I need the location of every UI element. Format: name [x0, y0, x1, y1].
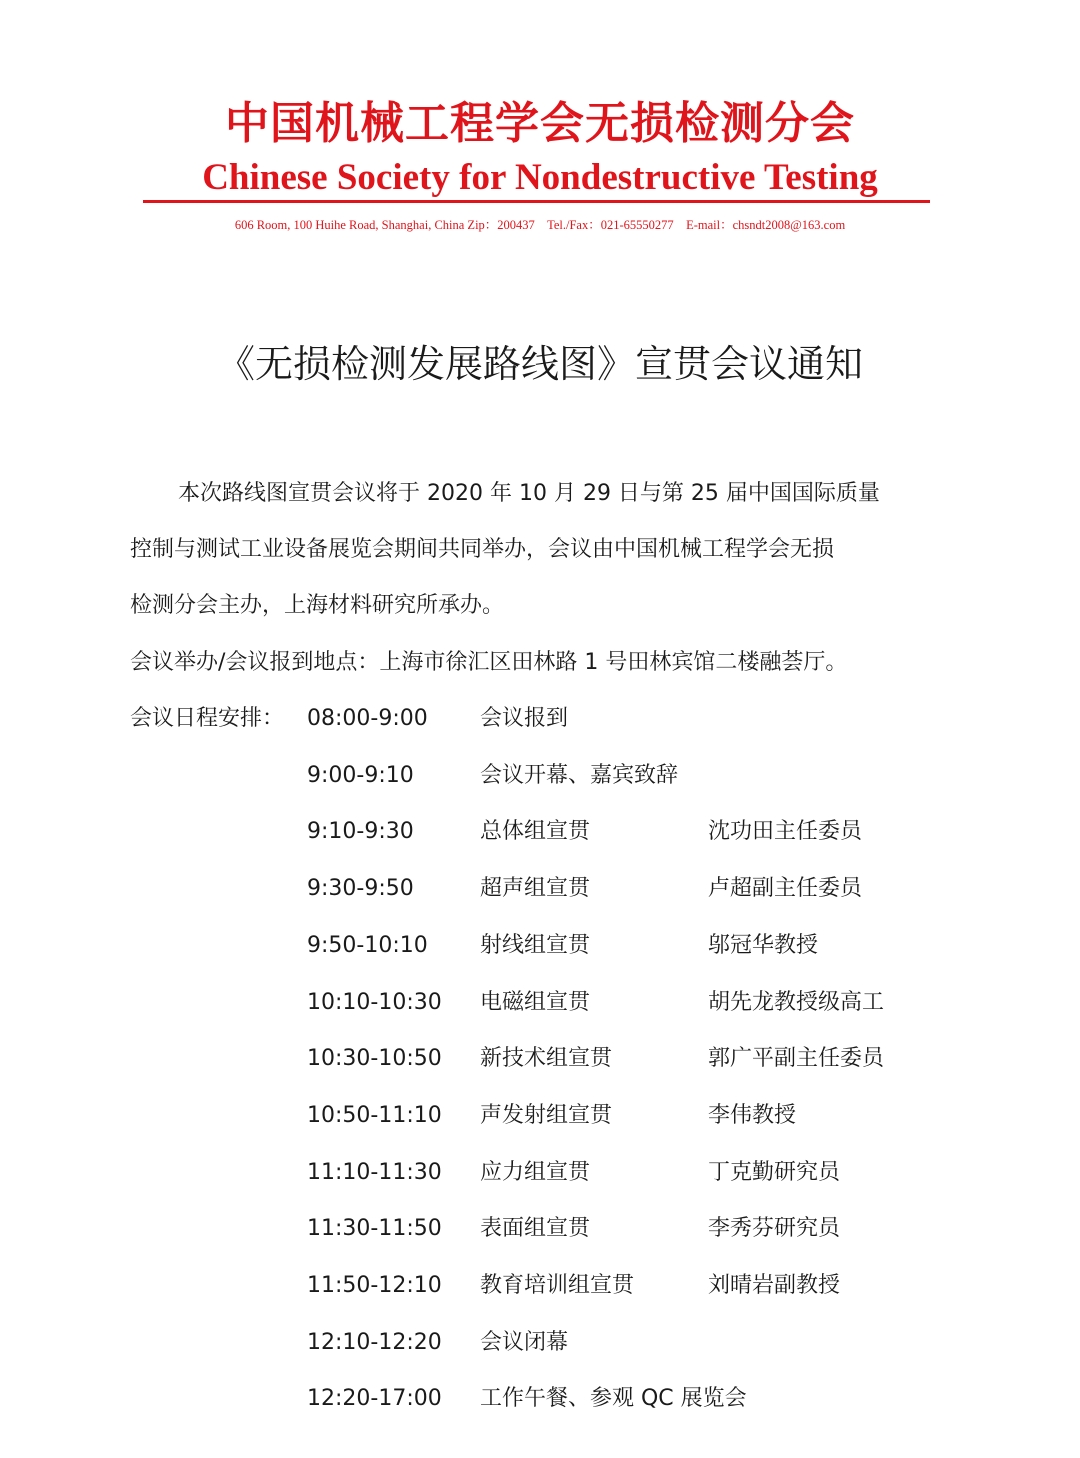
schedule-item: 表面组宣贯	[480, 1216, 591, 1241]
schedule-item: 会议开幕、嘉宾致辞	[480, 763, 679, 788]
schedule-speaker: 胡先龙教授级高工	[708, 990, 885, 1015]
schedule-row	[0, 1158, 1080, 1188]
schedule-item: 声发射组宣贯	[480, 1103, 613, 1128]
schedule-speaker: 沈功田主任委员	[708, 819, 863, 844]
schedule-time: 11:30-11:50	[307, 1216, 442, 1241]
schedule-item: 工作午餐、参观 QC 展览会	[480, 1386, 747, 1411]
schedule-item: 总体组宣贯	[480, 819, 591, 844]
schedule-time: 10:50-11:10	[307, 1103, 442, 1128]
schedule-time: 10:30-10:50	[307, 1046, 442, 1071]
schedule-item: 新技术组宣贯	[480, 1046, 613, 1071]
schedule-speaker: 卢超副主任委员	[708, 876, 863, 901]
schedule-speaker: 李秀芬研究员	[708, 1216, 841, 1241]
schedule-item: 超声组宣贯	[480, 876, 591, 901]
schedule-speaker: 丁克勤研究员	[708, 1160, 841, 1185]
schedule-item: 射线组宣贯	[480, 933, 591, 958]
schedule-time: 12:10-12:20	[307, 1330, 442, 1355]
schedule-speaker: 李伟教授	[708, 1103, 797, 1128]
schedule-label: 会议日程安排：	[130, 706, 285, 731]
schedule-row	[0, 931, 1080, 961]
org-name-chinese: 中国机械工程学会无损检测分会	[225, 98, 855, 149]
schedule-time: 08:00-9:00	[307, 706, 428, 731]
schedule-speaker: 刘晴岩副教授	[708, 1273, 841, 1298]
schedule-row	[0, 1271, 1080, 1301]
schedule-item: 会议报到	[480, 706, 569, 731]
schedule-item: 应力组宣贯	[480, 1160, 591, 1185]
intro-line-2: 控制与测试工业设备展览会期间共同举办，会议由中国机械工程学会无损	[130, 537, 835, 562]
schedule-row	[0, 761, 1080, 791]
schedule-time: 10:10-10:30	[307, 990, 442, 1015]
schedule-row	[0, 704, 1080, 734]
schedule-item: 电磁组宣贯	[480, 990, 591, 1015]
schedule-item: 教育培训组宣贯	[480, 1273, 635, 1298]
schedule-time: 9:00-9:10	[307, 763, 414, 788]
schedule-time: 11:50-12:10	[307, 1273, 442, 1298]
schedule-item: 会议闭幕	[480, 1330, 569, 1355]
schedule-time: 12:20-17:00	[307, 1386, 442, 1411]
contact-address-line: 606 Room, 100 Huihe Road, Shanghai, China Zip：200437 Tel./Fax：021-65550277 E-mail：chsndt2008@163.com	[234, 218, 846, 232]
schedule-time: 9:10-9:30	[307, 819, 414, 844]
schedule-row	[0, 988, 1080, 1018]
intro-line-3: 检测分会主办，上海材料研究所承办。	[130, 593, 505, 618]
org-name-english: Chinese Society for Nondestructive Testing	[202, 157, 878, 198]
schedule-row	[0, 1101, 1080, 1131]
intro-line-1: 本次路线图宣贯会议将于 2020 年 10 月 29 日与第 25 届中国国际质量	[178, 481, 880, 506]
schedule-time: 11:10-11:30	[307, 1160, 442, 1185]
schedule-speaker: 邬冠华教授	[708, 933, 819, 958]
letterhead-divider	[143, 200, 930, 203]
schedule-row	[0, 817, 1080, 847]
schedule-row	[0, 874, 1080, 904]
schedule-time: 9:50-10:10	[307, 933, 428, 958]
schedule-row	[0, 1214, 1080, 1244]
venue-line: 会议举办/会议报到地点：上海市徐汇区田林路 1 号田林宾馆二楼融荟厅。	[130, 650, 848, 675]
schedule-row	[0, 1384, 1080, 1414]
schedule-speaker: 郭广平副主任委员	[708, 1046, 885, 1071]
notice-title: 《无损检测发展路线图》宣贯会议通知	[216, 342, 863, 386]
schedule-row	[0, 1044, 1080, 1074]
schedule-row	[0, 1328, 1080, 1358]
schedule-time: 9:30-9:50	[307, 876, 414, 901]
